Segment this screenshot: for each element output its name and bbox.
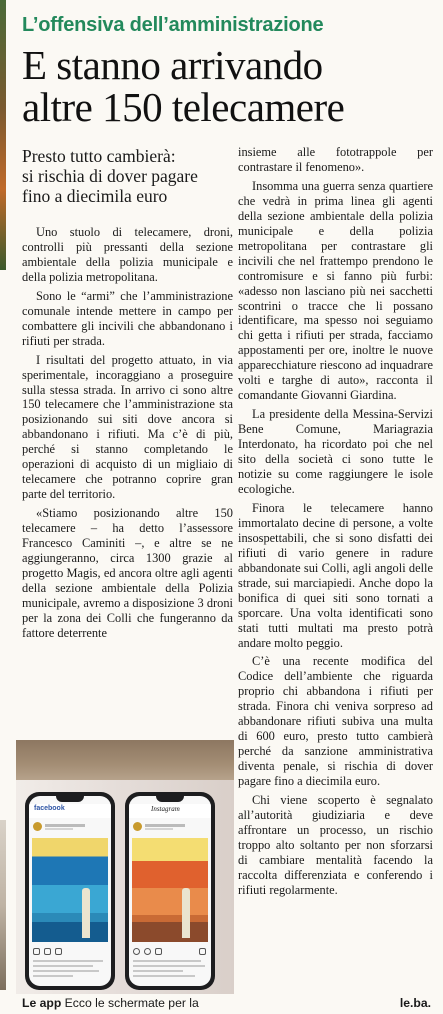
poster-statue: [182, 888, 190, 938]
phone-notch: [156, 796, 184, 802]
subheadline-line-2: si rischia di dover pagare: [22, 166, 198, 186]
subheadline-line-1: Presto tutto cambierà:: [22, 146, 176, 166]
facebook-logo: facebook: [34, 805, 65, 812]
paragraph: Finora le telecamere hanno immortalato decine di persone, a volte insospettabili, che si sono disfatti dei rifiuti di vario genere in radure abbandonate sui Colli, agli angoli delle strade, sui marciapiedi. Anche dopo la bonifica di quei siti sono tornati a sporcare. Una volta identificati sono stati tutti multati ma presto potrà andare molto peggio.: [238, 500, 433, 650]
article-column-left: [22, 225, 233, 645]
photo-caption: [22, 996, 199, 1010]
paragraph: Chi viene scoperto è segnalato all’autorità giudiziaria e deve affrontare un processo, un rischio troppo alto soltanto per non sforzarsi di cambiare mentalità facendo la raccolta differenziata e conferendo i rifiuti regolarmente.: [238, 793, 433, 897]
poster-ground: [132, 922, 208, 942]
comment-icon: [44, 948, 51, 955]
avatar: [133, 822, 142, 831]
edge-photo-2: [0, 820, 6, 990]
campaign-poster: [132, 838, 208, 942]
paragraph: La presidente della Messina-Servizi Bene Comune, Mariagrazia Interdonato, ha ricordato poi che nel sito della società ci sono tutte le notizie su come raggiungere le isole ecologiche.: [238, 407, 433, 496]
subheadline: [22, 146, 232, 206]
comment-icon: [144, 948, 151, 955]
photo-background-top: [16, 740, 234, 780]
post-text-lines: [33, 960, 105, 980]
paragraph: insieme alle fototrappole per contrastare il fenomeno».: [238, 145, 433, 174]
like-icon: [33, 948, 40, 955]
article-column-right: [238, 145, 433, 902]
campaign-poster: [32, 838, 108, 942]
adjacent-page-edge: [0, 0, 6, 1014]
heart-icon: [133, 948, 140, 955]
paragraph: «Stiamo posizionando altre 150 telecamere – ha detto l’assessore Francesco Caminiti –, e altre se ne aggiungeranno, circa 1300 grazie al progetto Magis, ed ancora oltre agli agenti della sezione ambientale della Polizia municipale, avremo a disposizione 3 droni per la zona dei Colli che fungeranno da fattore deterrente: [22, 506, 233, 640]
paragraph: Sono le “armi” che l’amministrazione comunale intende mettere in campo per combattere gli incivili che abbandonano i rifiuti per strada.: [22, 288, 233, 348]
bookmark-icon: [199, 948, 206, 955]
headline-line-2: altre 150 telecamere: [22, 84, 345, 130]
caption-text: Ecco le schermate per la: [64, 996, 199, 1010]
kicker: L’offensiva dell’amministrazione: [22, 14, 324, 36]
instagram-logo: Instagram: [151, 805, 180, 813]
poster-statue: [82, 888, 90, 938]
reaction-icons: [133, 948, 207, 956]
reaction-icons: [33, 948, 107, 956]
smartphone-facebook: [25, 792, 115, 990]
send-icon: [155, 948, 162, 955]
phone-screen: [129, 796, 211, 986]
profile-name-placeholder: [45, 824, 85, 827]
headline: [22, 44, 442, 128]
profile-meta-placeholder: [145, 828, 173, 830]
profile-name-placeholder: [145, 824, 185, 827]
author-signature: le.ba.: [399, 996, 431, 1010]
paragraph: I risultati del progetto attuato, in via sperimentale, incoraggiano a proseguire sulla stessa strada. In arrivo ci sono altre 150 telecamere che l’amministrazione sta posizionando sui siti dove ancora si abbandonano i rifiuti. Ma c’è di più, perché si stanno completando le operazioni di acquisto di un migliaio di telecamere che potranno coprire gran parte del territorio.: [22, 352, 233, 502]
smartphone-instagram: [125, 792, 215, 990]
headline-line-1: E stanno arrivando: [22, 42, 323, 88]
share-icon: [55, 948, 62, 955]
profile-row: [133, 822, 207, 832]
paragraph: Insomma una guerra senza quartiere che vedrà in prima linea gli agenti della sezione ambientale della polizia municipale e della polizia metropolitana per contrastare gli incivili che nel frattempo prendono le contromisure e si fanno più furbi: «adesso non lasciano più nei sacchetti scontrini o tracce che li possano identificare, ma spesso noi seguiamo chi getta i rifiuti per strada, facciamo appostamenti per ore, inoltre le nuove apparecchiature riescono ad inquadrare volti e targhe di auto», racconta il comandante Giovanni Giardina.: [238, 178, 433, 403]
app-screenshots-photo: [16, 740, 234, 994]
subheadline-line-3: fino a diecimila euro: [22, 186, 168, 206]
profile-meta-placeholder: [45, 828, 73, 830]
poster-sea: [32, 922, 108, 942]
avatar: [33, 822, 42, 831]
profile-row: [33, 822, 107, 832]
caption-lead: Le app: [22, 996, 62, 1010]
paragraph: Uno stuolo di telecamere, droni, controlli più pressanti della sezione ambientale della polizia municipale e della polizia metropolitana.: [22, 225, 233, 284]
paragraph: C’è una recente modifica del Codice dell’ambiente che riguarda proprio chi abbandona i rifiuti per strada. Finora chi veniva sorpreso ad abbandonare rifiuti subiva una multa di 600 euro, presto tutto cambierà perché da sanzione amministrativa diventa penale, si rischia di dover pagare fino a diecimila euro.: [238, 654, 433, 789]
phone-screen: [29, 796, 111, 986]
phone-notch: [56, 796, 84, 802]
edge-photo-1: [0, 0, 6, 270]
post-text-lines: [133, 960, 205, 980]
